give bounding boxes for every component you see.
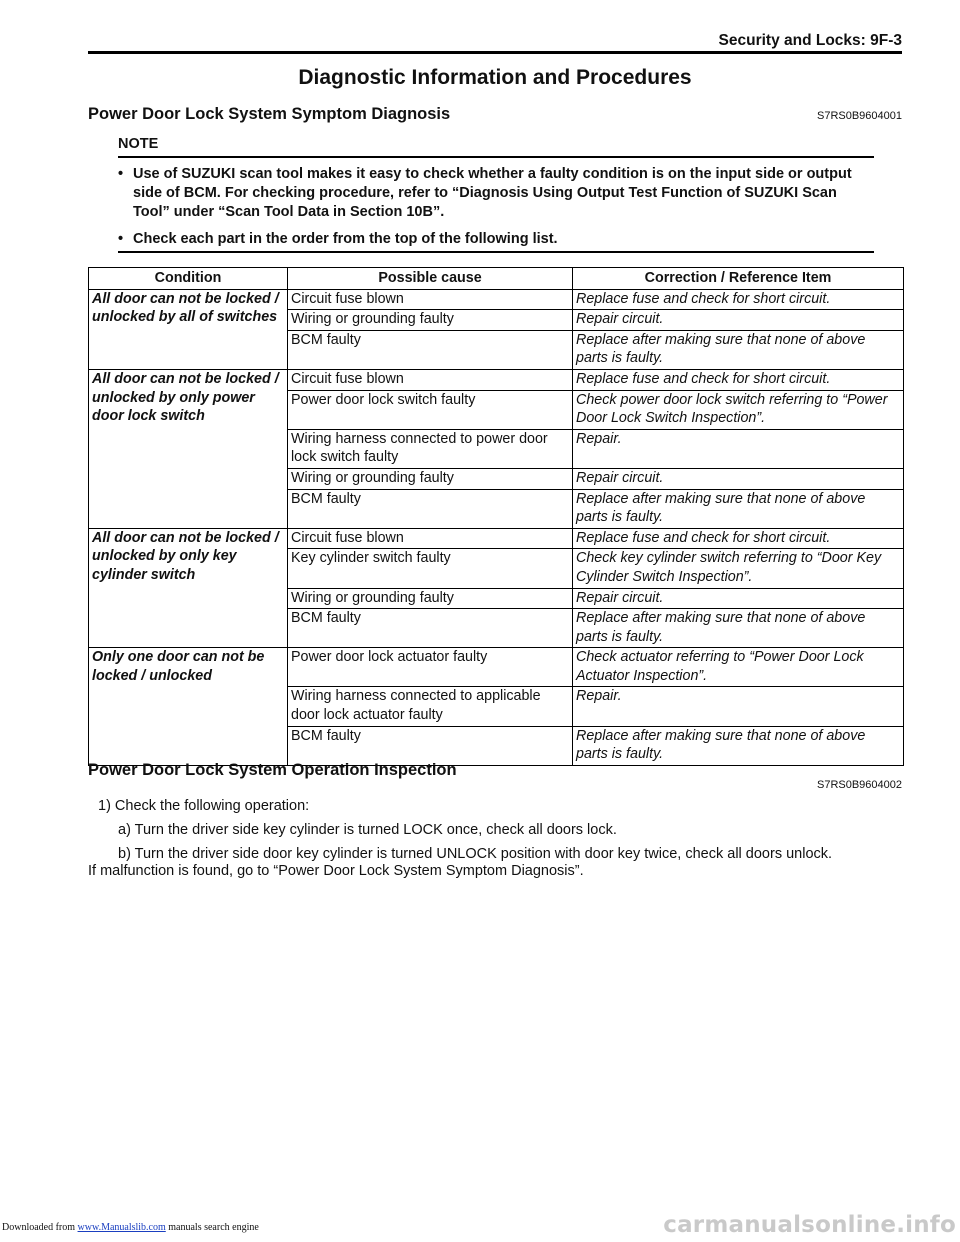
note-top-divider bbox=[118, 156, 874, 158]
cause-cell: Wiring or grounding faulty bbox=[288, 588, 573, 609]
section-code: S7RS0B9604002 bbox=[816, 779, 902, 791]
correction-cell: Repair. bbox=[573, 429, 904, 468]
download-footer: Downloaded from www.Manualslib.com manuals search engine bbox=[2, 1222, 259, 1233]
cause-cell: Circuit fuse blown bbox=[288, 369, 573, 390]
step-1: 1) Check the following operation: bbox=[98, 798, 310, 814]
correction-cell: Repair circuit. bbox=[573, 310, 904, 331]
table-row bbox=[89, 528, 904, 549]
column-header-possible-cause: Possible cause bbox=[288, 268, 573, 290]
correction-cell: Replace after making sure that none of above parts is faulty. bbox=[573, 330, 904, 369]
cause-cell: Wiring or grounding faulty bbox=[288, 468, 573, 489]
correction-cell: Repair circuit. bbox=[573, 468, 904, 489]
step-a: a) Turn the driver side key cylinder is turned LOCK once, check all doors lock. bbox=[118, 822, 617, 838]
watermark: carmanualsonline.info bbox=[663, 1212, 956, 1238]
note-item: • Use of SUZUKI scan tool makes it easy to check whether a faulty condition is on the input side or output side of BCM. For checking procedure, refer to “Diagnosis Using Output Test Function of SUZUKI Scan Tool” under “Scan Tool Data in Section 10B”. bbox=[118, 166, 852, 220]
page-header-title: Security and Locks: 9F-3 bbox=[718, 32, 902, 49]
cause-cell: Wiring or grounding faulty bbox=[288, 310, 573, 331]
table-row bbox=[89, 648, 904, 687]
correction-cell: Check power door lock switch referring to “Power Door Lock Switch Inspection”. bbox=[573, 390, 904, 429]
note-list bbox=[118, 165, 870, 257]
correction-cell: Replace fuse and check for short circuit. bbox=[573, 528, 904, 549]
section-title-operation-inspection: Power Door Lock System Operation Inspection bbox=[88, 761, 457, 779]
correction-cell: Replace after making sure that none of above parts is faulty. bbox=[573, 489, 904, 528]
cause-cell: Circuit fuse blown bbox=[288, 528, 573, 549]
cause-cell: Wiring harness connected to applicable door lock actuator faulty bbox=[288, 687, 573, 726]
cause-cell: Power door lock switch faulty bbox=[288, 390, 573, 429]
symptom-diagnosis-table bbox=[88, 267, 904, 766]
condition-cell: All door can not be locked / unlocked by only power door lock switch bbox=[89, 369, 288, 528]
cause-cell: BCM faulty bbox=[288, 609, 573, 648]
cause-cell: Wiring harness connected to power door lock switch faulty bbox=[288, 429, 573, 468]
correction-cell: Replace fuse and check for short circuit. bbox=[573, 369, 904, 390]
column-header-condition: Condition bbox=[89, 268, 288, 290]
cause-cell: Power door lock actuator faulty bbox=[288, 648, 573, 687]
correction-cell: Repair. bbox=[573, 687, 904, 726]
note-label: NOTE bbox=[118, 136, 159, 152]
correction-cell: Check key cylinder switch referring to “Door Key Cylinder Switch Inspection”. bbox=[573, 549, 904, 588]
cause-cell: Key cylinder switch faulty bbox=[288, 549, 573, 588]
table-row bbox=[89, 369, 904, 390]
condition-cell: Only one door can not be locked / unlocked bbox=[89, 648, 288, 766]
correction-cell: Replace after making sure that none of above parts is faulty. bbox=[573, 726, 904, 765]
table-row bbox=[89, 289, 904, 310]
table-header-row bbox=[89, 268, 904, 290]
correction-cell: Check actuator referring to “Power Door Lock Actuator Inspection”. bbox=[573, 648, 904, 687]
note-bottom-divider bbox=[118, 251, 874, 253]
section-title-symptom-diagnosis: Power Door Lock System Symptom Diagnosis bbox=[88, 105, 451, 123]
page-title: Diagnostic Information and Procedures bbox=[298, 66, 692, 89]
manualslib-link[interactable]: www.Manualslib.com bbox=[77, 1222, 166, 1233]
condition-cell: All door can not be locked / unlocked by all of switches bbox=[89, 289, 288, 369]
bullet-icon: • bbox=[118, 166, 124, 182]
section-code: S7RS0B9604001 bbox=[816, 110, 902, 122]
correction-cell: Repair circuit. bbox=[573, 588, 904, 609]
cause-cell: Circuit fuse blown bbox=[288, 289, 573, 310]
note-item: • Check each part in the order from the top of the following list. bbox=[118, 231, 558, 247]
condition-cell: All door can not be locked / unlocked by only key cylinder switch bbox=[89, 528, 288, 648]
malfunction-note: If malfunction is found, go to “Power Door Lock System Symptom Diagnosis”. bbox=[88, 863, 584, 879]
cause-cell: BCM faulty bbox=[288, 330, 573, 369]
correction-cell: Replace after making sure that none of above parts is faulty. bbox=[573, 609, 904, 648]
step-b: b) Turn the driver side door key cylinder is turned UNLOCK position with door key twice, check all doors unlock. bbox=[118, 846, 833, 862]
correction-cell: Replace fuse and check for short circuit. bbox=[573, 289, 904, 310]
column-header-correction: Correction / Reference Item bbox=[573, 268, 904, 290]
header-divider bbox=[88, 51, 902, 54]
cause-cell: BCM faulty bbox=[288, 726, 573, 765]
cause-cell: BCM faulty bbox=[288, 489, 573, 528]
bullet-icon: • bbox=[118, 231, 124, 247]
